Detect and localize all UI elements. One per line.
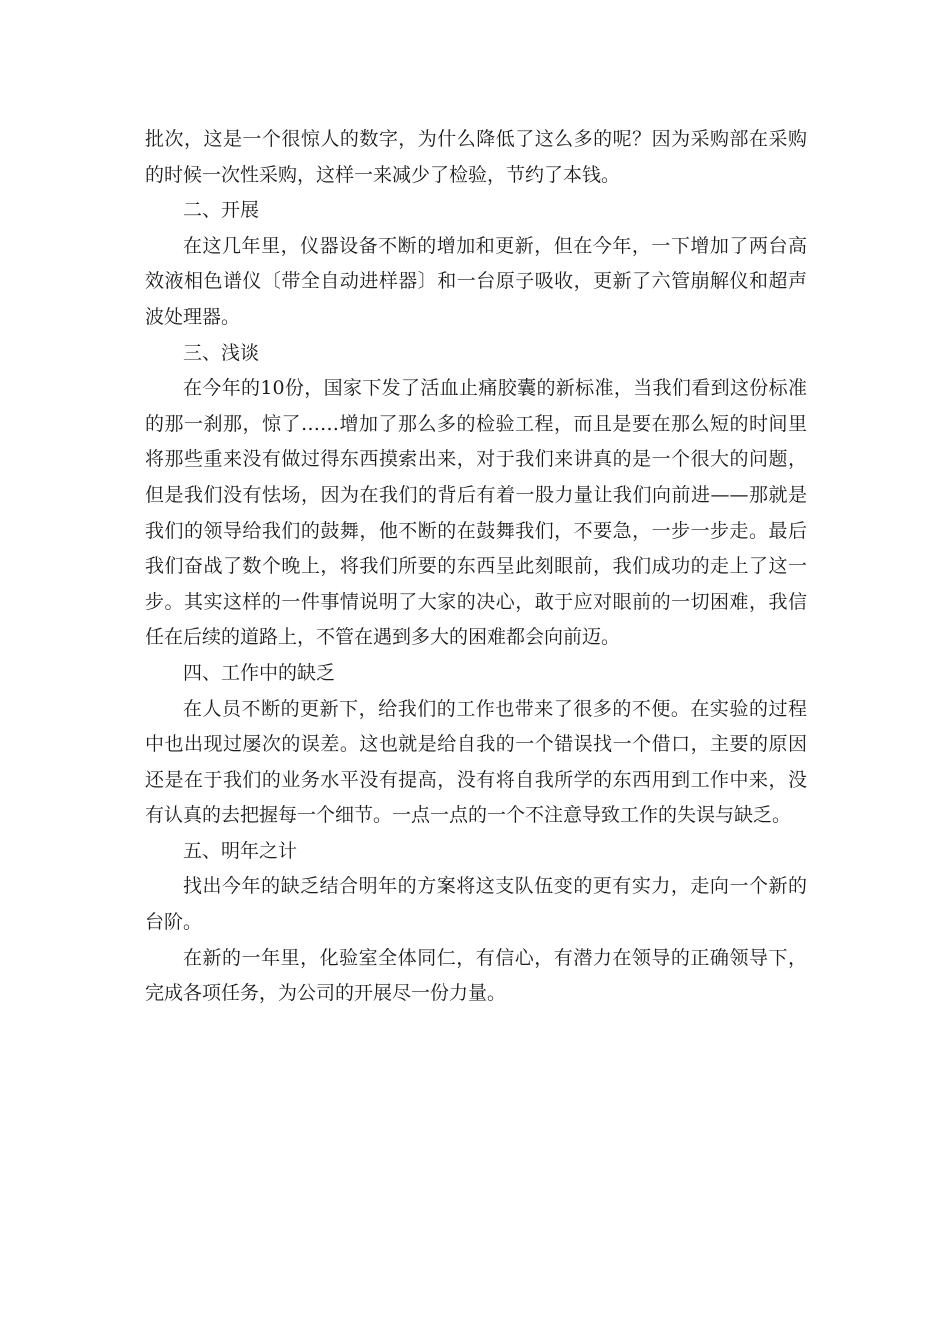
- document-body: [145, 122, 807, 1012]
- section-heading-next-year: 五、明年之计: [183, 839, 298, 862]
- section-heading-shortcomings: 四、工作中的缺乏: [183, 661, 336, 684]
- paragraph-next-year: 找出今年的缺乏结合明年的方案将这支队伍变的更有实力，走向一个新的台阶。: [145, 875, 807, 934]
- paragraph-development: 在这几年里，仪器设备不断的增加和更新，但在今年，一下增加了两台高效液相色谱仪〔带全自动进样器〕和一台原子吸收，更新了六管崩解仪和超声波处理器。: [145, 234, 807, 328]
- paragraph-shortcomings: 在人员不断的更新下，给我们的工作也带来了很多的不便。在实验的过程中也出现过屡次的误差。这也就是给自我的一个错误找一个借口，主要的原因还是在于我们的业务水平没有提高，没有将自我所学的东西用到工作中来，没有认真的去把握每一个细节。一点一点的一个不注意导致工作的失误与缺乏。: [145, 697, 807, 827]
- paragraph-closing: 在新的一年里，化验室全体同仁，有信心，有潜力在领导的正确领导下，完成各项任务，为公司的开展尽一份力量。: [145, 946, 807, 1005]
- section-heading-development: 二、开展: [183, 199, 260, 222]
- paragraph-continuation: 批次，这是一个很惊人的数字，为什么降低了这么多的呢？因为采购部在采购的时候一次性采购，这样一来减少了检验，节约了本钱。: [145, 128, 807, 186]
- paragraph-discussion: 在今年的10份，国家下发了活血止痛胶囊的新标准，当我们看到这份标准的那一刹那，惊了……增加了那么多的检验工程，而且是要在那么短的时间里将那些重来没有做过得东西摸索出来，对于我们来讲真的是一个很大的问题，但是我们没有怯场，因为在我们的背后有着一股力量让我们向前进——那就是我们的领导给我们的鼓舞，他不断的在鼓舞我们，不要急，一步一步走。最后我们奋战了数个晚上，将我们所要的东西呈此刻眼前，我们成功的走上了这一步。其实这样的一件事情说明了大家的决心，敢于应对眼前的一切困难，我信任在后续的道路上，不管在遇到多大的困难都会向前迈。: [145, 377, 807, 649]
- section-heading-discussion: 三、浅谈: [183, 341, 260, 364]
